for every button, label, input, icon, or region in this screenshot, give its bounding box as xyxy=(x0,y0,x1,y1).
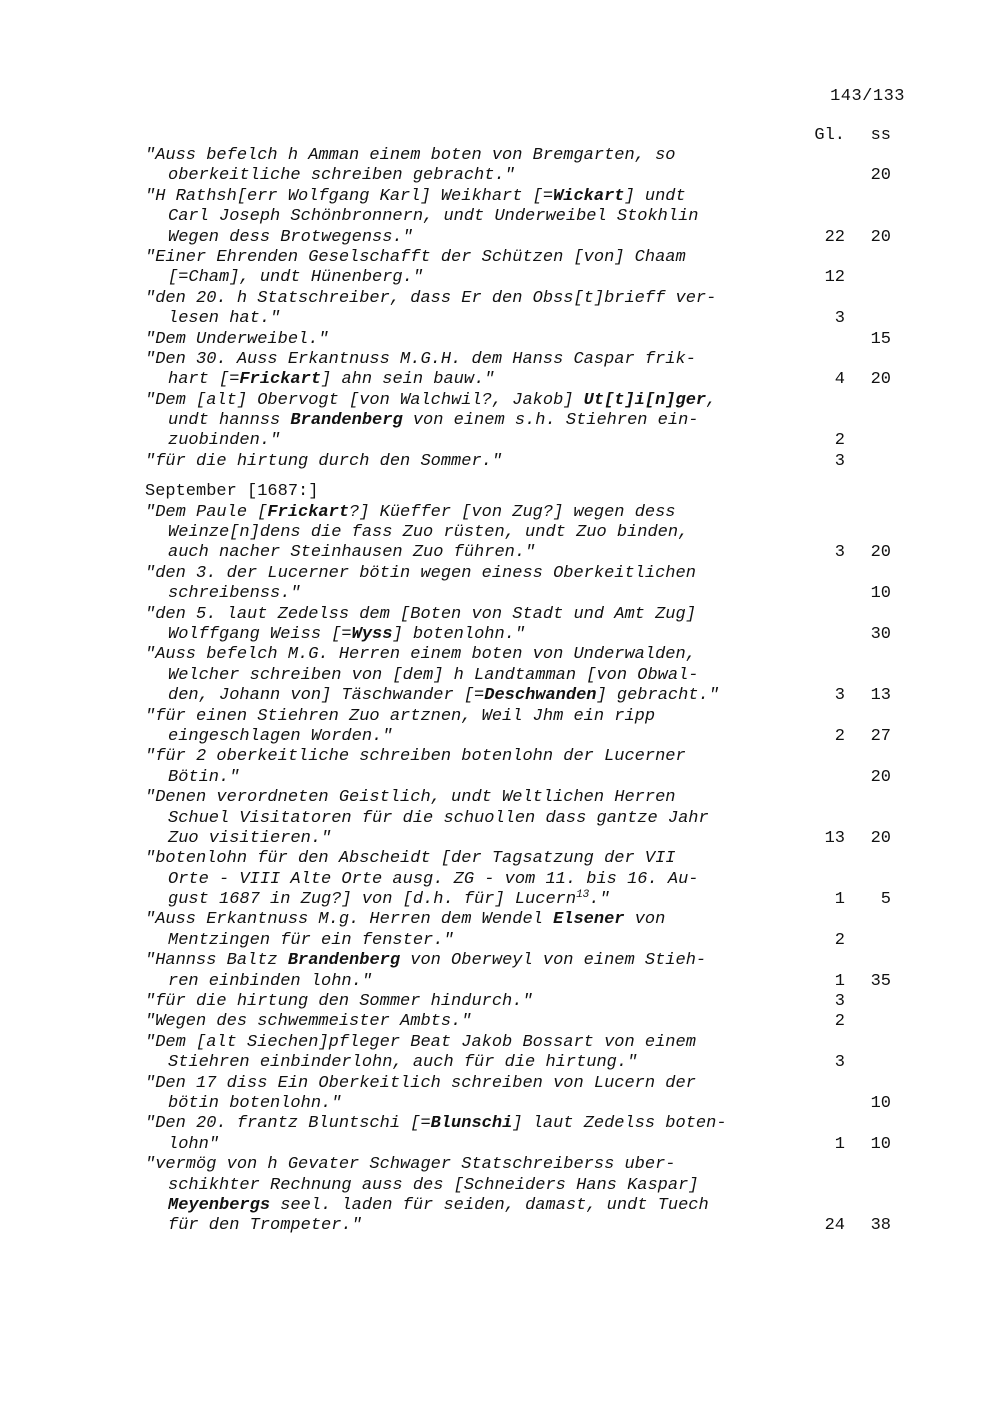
entry-text: Wegen dess Brotwegenss." xyxy=(168,227,413,247)
amounts xyxy=(805,829,895,849)
entry-line: "Den 17 diss Ein Oberkeitlich schreiben von Lucern der xyxy=(145,1073,696,1093)
entry-line: Welcher schreiben von [dem] h Landtamman [von Obwal- xyxy=(168,665,699,685)
entry-text: ." xyxy=(589,890,610,910)
entry-line xyxy=(145,1196,895,1216)
amount-gl: 3 xyxy=(834,309,845,329)
name-highlight: Ut[t]i[n]ger xyxy=(583,390,707,410)
amount-gl: 4 xyxy=(834,370,845,390)
entry-text: seel. laden für seiden, damast, undt Tuech xyxy=(270,1195,709,1215)
entry-text: , xyxy=(706,390,717,410)
ledger-entry xyxy=(145,330,895,350)
ledger-entry xyxy=(145,564,895,605)
entry-line: "den 5. laut Zedelss dem [Boten von Stadt und Amt Zug] xyxy=(145,604,696,624)
ledger-entry xyxy=(145,605,895,646)
amounts xyxy=(805,268,895,288)
entry-line xyxy=(145,1053,895,1073)
column-header-gl: Gl. xyxy=(814,126,845,145)
entry-line xyxy=(145,972,895,992)
entry-text: zuobinden." xyxy=(168,431,281,451)
ledger-entries xyxy=(145,146,895,1237)
amount-gl: 3 xyxy=(834,543,845,563)
entry-text: hart [= xyxy=(168,370,240,390)
entry-text: bötin botenlohn." xyxy=(168,1093,342,1113)
entry-text: "Auss Erkantnuss M.g. Herren dem Wendel xyxy=(145,910,554,930)
amount-ss: 10 xyxy=(870,584,891,604)
entry-line xyxy=(145,1114,895,1134)
entry-line xyxy=(145,931,895,951)
amount-ss: 27 xyxy=(870,726,891,746)
entry-text: gust 1687 in Zug?] von [d.h. für] Lucern xyxy=(168,890,577,910)
entry-line: "den 3. der Lucerner bötin wegen einess Oberkeitlichen xyxy=(145,563,696,583)
entry-text: ] ahn sein bauw." xyxy=(321,370,495,390)
amount-gl: 3 xyxy=(834,686,845,706)
ledger-entry xyxy=(145,645,895,706)
amounts xyxy=(805,686,895,706)
ledger-entry xyxy=(145,391,895,452)
ledger-entry xyxy=(145,1033,895,1074)
entry-line: "vermög von h Gevater Schwager Statschreiberss uber- xyxy=(145,1155,676,1175)
entry-line xyxy=(145,829,895,849)
entry-line xyxy=(145,166,895,186)
name-highlight: Elsener xyxy=(553,910,625,930)
amount-ss: 38 xyxy=(870,1216,891,1236)
entry-text: von xyxy=(624,910,666,930)
entry-line xyxy=(145,391,895,411)
entry-line xyxy=(145,431,895,451)
entry-text: Bötin." xyxy=(168,767,240,787)
amounts xyxy=(805,768,895,788)
amount-gl: 1 xyxy=(834,890,845,910)
entry-line: "Denen verordneten Geistlich, undt Weltlichen Herren xyxy=(145,788,676,808)
amount-ss: 35 xyxy=(870,971,891,991)
name-highlight: Deschwanden xyxy=(484,686,597,706)
entry-text: Zuo visitieren." xyxy=(168,828,332,848)
section-heading: September [1687:] xyxy=(145,482,319,502)
entry-line xyxy=(145,890,895,910)
entry-line: "Auss befelch M.G. Herren einem boten von Underwalden, xyxy=(145,645,696,665)
ledger-entry xyxy=(145,849,895,910)
ledger-entry xyxy=(145,289,895,330)
column-headers xyxy=(805,126,895,146)
amount-gl: 2 xyxy=(834,1012,845,1032)
entry-line: Orte - VIII Alte Orte ausg. ZG - vom 11. bis 16. Au- xyxy=(168,869,699,889)
name-highlight: Frickart xyxy=(267,502,350,522)
entry-line xyxy=(145,951,895,971)
entry-text: den, Johann von] Täschwander [= xyxy=(168,686,485,706)
entry-line xyxy=(145,268,895,288)
entry-line xyxy=(145,543,895,563)
entry-text: "für die hirtung den Sommer hindurch." xyxy=(145,992,533,1012)
amounts xyxy=(805,1094,895,1114)
amounts xyxy=(805,972,895,992)
amount-ss: 20 xyxy=(870,166,891,186)
amounts xyxy=(805,992,895,1012)
ledger-entry xyxy=(145,503,895,564)
amounts xyxy=(805,330,895,350)
entry-text: auch nacher Steinhausen Zuo führen." xyxy=(168,543,536,563)
ledger-entry xyxy=(145,452,895,472)
amounts xyxy=(805,431,895,451)
entry-line xyxy=(145,768,895,788)
entry-line: "für 2 oberkeitliche schreiben botenlohn der Lucerner xyxy=(145,747,686,767)
entry-line: "für einen Stiehren Zuo artznen, Weil Jhm ein ripp xyxy=(145,706,656,726)
entry-text: [=Cham], undt Hünenberg." xyxy=(168,268,424,288)
entry-text: Mentzingen für ein fenster." xyxy=(168,930,454,950)
entry-line: "Den 30. Auss Erkantnuss M.G.H. dem Hanss Caspar frik- xyxy=(145,349,696,369)
entry-text: "Hannss Baltz xyxy=(145,951,288,971)
entry-line xyxy=(145,309,895,329)
entry-text: undt hannss xyxy=(168,411,291,431)
amounts xyxy=(805,452,895,472)
entry-text: "Dem Underweibel." xyxy=(145,329,329,349)
name-highlight: Wyss xyxy=(351,624,393,644)
amounts xyxy=(805,543,895,563)
name-highlight: Frickart xyxy=(239,370,322,390)
entry-text: "Den 20. frantz Bluntschi [= xyxy=(145,1114,431,1134)
ledger-entry xyxy=(145,951,895,992)
entry-line xyxy=(145,330,895,350)
amount-gl: 24 xyxy=(824,1216,845,1236)
amounts xyxy=(805,1135,895,1155)
footnote-marker: 13 xyxy=(576,889,590,902)
entry-text: ren einbinden lohn." xyxy=(168,971,373,991)
entry-text: von einem s.h. Stiehren ein- xyxy=(402,411,699,431)
amount-ss: 5 xyxy=(880,890,891,910)
ledger-entry xyxy=(145,146,895,187)
ledger-entry xyxy=(145,747,895,788)
entry-text: ] botenlohn." xyxy=(392,624,526,644)
amount-ss: 10 xyxy=(870,1093,891,1113)
amount-gl: 1 xyxy=(834,1134,845,1154)
entry-text: lohn" xyxy=(168,1134,220,1154)
amount-ss: 13 xyxy=(870,686,891,706)
amount-ss: 20 xyxy=(870,370,891,390)
amounts xyxy=(805,166,895,186)
amount-ss: 20 xyxy=(870,543,891,563)
amount-ss: 20 xyxy=(870,767,891,787)
page-number: 143/133 xyxy=(830,87,905,106)
entry-text: eingeschlagen Worden." xyxy=(168,726,393,746)
amount-ss: 20 xyxy=(870,227,891,247)
entry-line: Carl Joseph Schönbronnern, undt Underweibel Stokhlin xyxy=(168,207,699,227)
entry-text: schreibenss." xyxy=(168,584,301,604)
column-header-ss: ss xyxy=(870,126,891,145)
amount-gl: 3 xyxy=(834,451,845,471)
amount-gl: 22 xyxy=(824,227,845,247)
amounts xyxy=(805,228,895,248)
entry-line: "Dem [alt Siechen]pfleger Beat Jakob Bossart von einem xyxy=(145,1032,696,1052)
entry-line: "botenlohn für den Abscheidt [der Tagsatzung der VII xyxy=(145,849,676,869)
entry-text: "für die hirtung durch den Sommer." xyxy=(145,451,503,471)
amounts xyxy=(805,1012,895,1032)
entry-line: "Auss befelch h Amman einem boten von Bremgarten, so xyxy=(145,146,676,165)
ledger-entry xyxy=(145,707,895,748)
entry-text: von Oberweyl von einem Stieh- xyxy=(400,951,707,971)
amounts xyxy=(805,309,895,329)
ledger-entry xyxy=(145,248,895,289)
entry-line xyxy=(145,1135,895,1155)
entry-text: ] undt xyxy=(624,186,686,206)
entry-line xyxy=(145,503,895,523)
name-highlight: Blunschi xyxy=(430,1114,513,1134)
entry-text: lesen hat." xyxy=(168,309,281,329)
ledger-entry xyxy=(145,788,895,849)
amounts xyxy=(805,625,895,645)
amount-gl: 2 xyxy=(834,431,845,451)
entry-line: Weinze[n]dens die fass Zuo rüsten, undt Zuo binden, xyxy=(168,523,689,543)
ledger-entry xyxy=(145,1114,895,1155)
entry-line xyxy=(145,992,895,1012)
amount-ss: 30 xyxy=(870,624,891,644)
amounts xyxy=(805,584,895,604)
entry-line xyxy=(145,1094,895,1114)
entry-line xyxy=(145,187,895,207)
entry-text: Wolffgang Weiss [= xyxy=(168,624,352,644)
entry-line xyxy=(145,228,895,248)
entry-text: "H Rathsh[err Wolfgang Karl] Weikhart [= xyxy=(145,186,554,206)
name-highlight: Brandenberg xyxy=(287,951,401,971)
ledger-entry xyxy=(145,992,895,1012)
entry-text: "Wegen des schwemmeister Ambts." xyxy=(145,1012,472,1032)
entry-line xyxy=(145,411,895,431)
entry-text: Stiehren einbinderlohn, auch für die hirtung." xyxy=(168,1053,638,1073)
entry-text: "Dem Paule [ xyxy=(145,502,268,522)
amount-ss: 15 xyxy=(870,329,891,349)
entry-text: "Dem [alt] Obervogt [von Walchwil?, Jakob] xyxy=(145,390,584,410)
entry-line xyxy=(145,686,895,706)
amounts xyxy=(805,931,895,951)
entry-line xyxy=(145,370,895,390)
entry-line xyxy=(145,910,895,930)
entry-text: für den Trompeter." xyxy=(168,1216,362,1236)
entry-text: ?] Küeffer [von Zug?] wegen dess xyxy=(349,502,676,522)
amount-gl: 12 xyxy=(824,268,845,288)
entry-line: "Einer Ehrenden Geselschafft der Schützen [von] Chaam xyxy=(145,247,686,267)
entry-line xyxy=(145,727,895,747)
amount-gl: 3 xyxy=(834,992,845,1012)
amount-ss: 10 xyxy=(870,1134,891,1154)
ledger-entry xyxy=(145,1155,895,1237)
ledger-entry xyxy=(145,350,895,391)
amount-gl: 13 xyxy=(824,828,845,848)
entry-line xyxy=(145,625,895,645)
ledger-entry xyxy=(145,910,895,951)
amounts xyxy=(805,370,895,390)
name-highlight: Wickart xyxy=(553,186,625,206)
amount-gl: 2 xyxy=(834,726,845,746)
name-highlight: Meyenbergs xyxy=(168,1195,271,1215)
amount-gl: 3 xyxy=(834,1053,845,1073)
amounts xyxy=(805,1216,895,1236)
ledger-entry xyxy=(145,1074,895,1115)
entry-text: ] laut Zedelss boten- xyxy=(512,1114,727,1134)
entry-text: oberkeitliche schreiben gebracht." xyxy=(168,166,515,186)
entry-line xyxy=(145,1012,895,1032)
entry-line xyxy=(145,584,895,604)
entry-line xyxy=(145,1216,895,1236)
entry-text: ] gebracht." xyxy=(596,686,719,706)
amount-gl: 2 xyxy=(834,930,845,950)
entry-line: Schuel Visitatoren für die schuollen dass gantze Jahr xyxy=(168,808,709,828)
amounts xyxy=(805,1053,895,1073)
entry-line: schikhter Rechnung auss des [Schneiders Hans Kaspar] xyxy=(168,1175,699,1195)
ledger-entry xyxy=(145,187,895,248)
amount-ss: 20 xyxy=(870,828,891,848)
amounts xyxy=(805,727,895,747)
ledger-entry xyxy=(145,1012,895,1032)
amount-gl: 1 xyxy=(834,971,845,991)
name-highlight: Brandenberg xyxy=(290,411,403,431)
amounts xyxy=(805,890,895,910)
entry-line: "den 20. h Statschreiber, dass Er den Obss[t]brieff ver- xyxy=(145,288,717,308)
entry-line xyxy=(145,452,895,472)
